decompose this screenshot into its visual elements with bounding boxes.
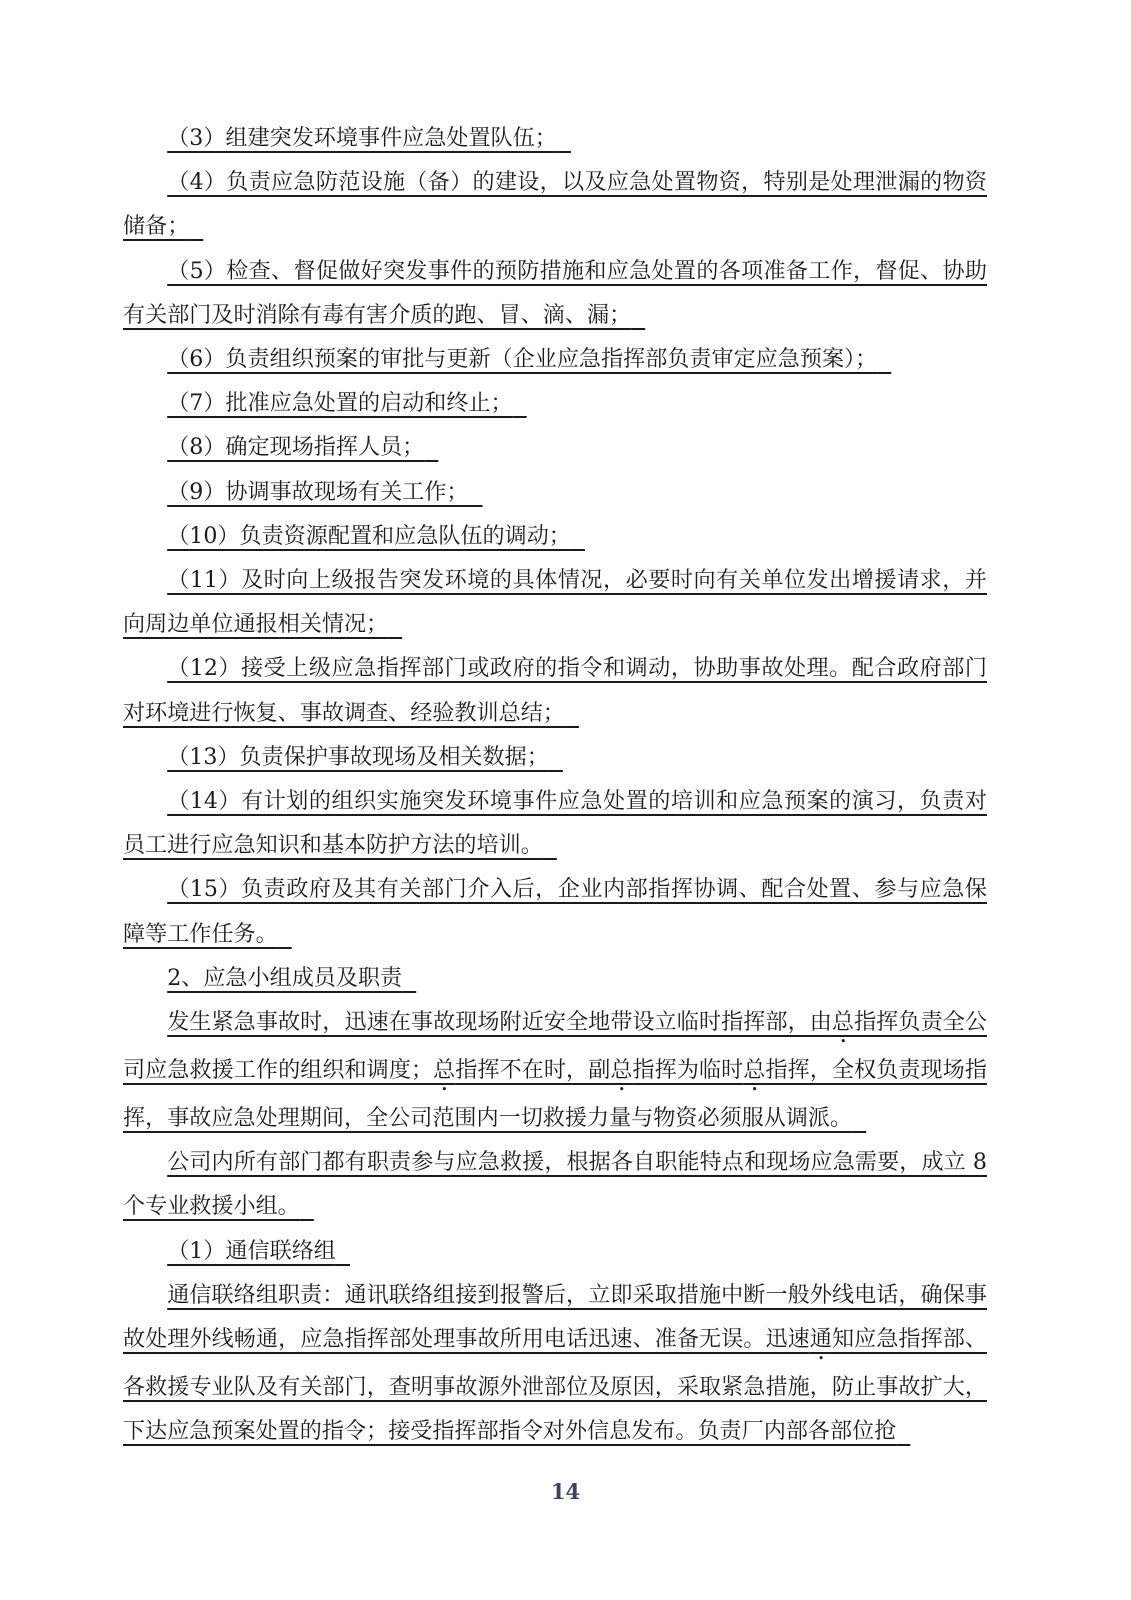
text-run: （7）批准应急处置的启动和终止； — [167, 390, 513, 417]
text-run: （13）负责保护事故现场及相关数据； — [167, 743, 549, 770]
page-number: 14 — [550, 1479, 581, 1504]
item-7 — [123, 381, 987, 425]
item-11 — [123, 558, 987, 646]
heading-emergency-team — [123, 956, 987, 1000]
text-run: 发生紧急事故时，迅速在事故现场附近安全地带设立临时指挥部，由 — [167, 1009, 832, 1036]
para-comms-duties — [123, 1273, 987, 1454]
para-rescue-groups — [123, 1140, 987, 1228]
item-5 — [123, 249, 987, 337]
page-body — [123, 116, 987, 1453]
item-14 — [123, 779, 987, 867]
para-emergency-command — [123, 1000, 987, 1140]
text-run: 指挥，全权负责现场指挥，事故应急处理期间，全公司范围内一切救援力量与物资必须服从调派。 — [123, 1057, 987, 1132]
emphasis-dot-char: 总 — [743, 1057, 766, 1084]
text-run: （5）检查、督促做好突发事件的预防措施和应急处置的各项准备工作，督促、协助有关部门及时消除有毒有害介质的跑、冒、滴、漏； — [123, 257, 987, 328]
text-run: 指挥不在时，副 — [455, 1057, 611, 1084]
emphasis-dot-char: 总 — [433, 1057, 456, 1084]
text-run: （3）组建突发环境事件应急处置队伍； — [167, 125, 557, 151]
emphasis-dot-char: 总 — [610, 1057, 633, 1084]
text-run: （4）负责应急防范设施（备）的建设，以及应急处置物资，特别是处理泄漏的物资储备； — [123, 169, 987, 240]
text-run: （10）负责资源配置和应急队伍的调动； — [167, 522, 571, 549]
item-15 — [123, 867, 987, 955]
text-run: （15）负责政府及其有关部门介入后，企业内部指挥协调、配合处置、参与应急保障等工作任务。 — [123, 876, 987, 947]
item-4 — [123, 160, 987, 248]
text-run: 指挥负责全公司应急救援工作的组织和调度； — [123, 1009, 987, 1084]
text-run: （11）及时向上级报告突发环境的具体情况，必要时向有关单位发出增援请求，并向周边单位通报相关情况； — [123, 567, 987, 638]
text-run: （6）负责组织预案的审批与更新（企业应急指挥部负责审定应急预案）； — [167, 346, 878, 373]
text-run: （8）确定现场指挥人员； — [167, 434, 425, 461]
text-run: 公司内所有部门都有职责参与应急救援，根据各自职能特点和现场应急需要，成立 8 个专业救援小组。 — [123, 1149, 987, 1220]
item-12 — [123, 646, 987, 734]
text-run: 指挥为临时 — [632, 1057, 744, 1084]
page-footer — [0, 1479, 1131, 1504]
emphasis-dot-char: 通 — [809, 1326, 832, 1353]
item-1-comms-group — [123, 1229, 987, 1273]
item-3 — [123, 116, 987, 160]
text-run: （14）有计划的组织实施突发环境事件应急处置的培训和应急预案的演习，负责对员工进行应急知识和基本防护方法的培训。 — [123, 788, 987, 859]
item-8 — [123, 425, 987, 469]
item-6 — [123, 337, 987, 381]
emphasis-dot-char: 总 — [831, 1009, 855, 1036]
text-run: 通信联络组职责：通讯联络组接到报警后，立即采取措施中断一般外线电话，确保事故处理外线畅通，应急指挥部处理事故所用电话迅速、准备无误。迅速 — [123, 1281, 987, 1353]
text-run: 2、应急小组成员及职责 — [167, 964, 403, 991]
text-run: 知应急指挥部、各救援专业队及有关部门，查明事故源外泄部位及原因，采取紧急措施，防止事故扩大，下达应急预案处置的指令；接受指挥部指令对外信息发布。负责厂内部各部位抢 — [123, 1326, 987, 1445]
item-10 — [123, 514, 987, 558]
text-run: （9）协调事故现场有关工作； — [167, 478, 469, 505]
item-13 — [123, 735, 987, 779]
item-9 — [123, 470, 987, 514]
text-run: （12）接受上级应急指挥部门或政府的指令和调动，协助事故处理。配合政府部门对环境进行恢复、事故调查、经验教训总结； — [123, 655, 987, 726]
text-run: （1）通信联络组 — [167, 1237, 336, 1264]
